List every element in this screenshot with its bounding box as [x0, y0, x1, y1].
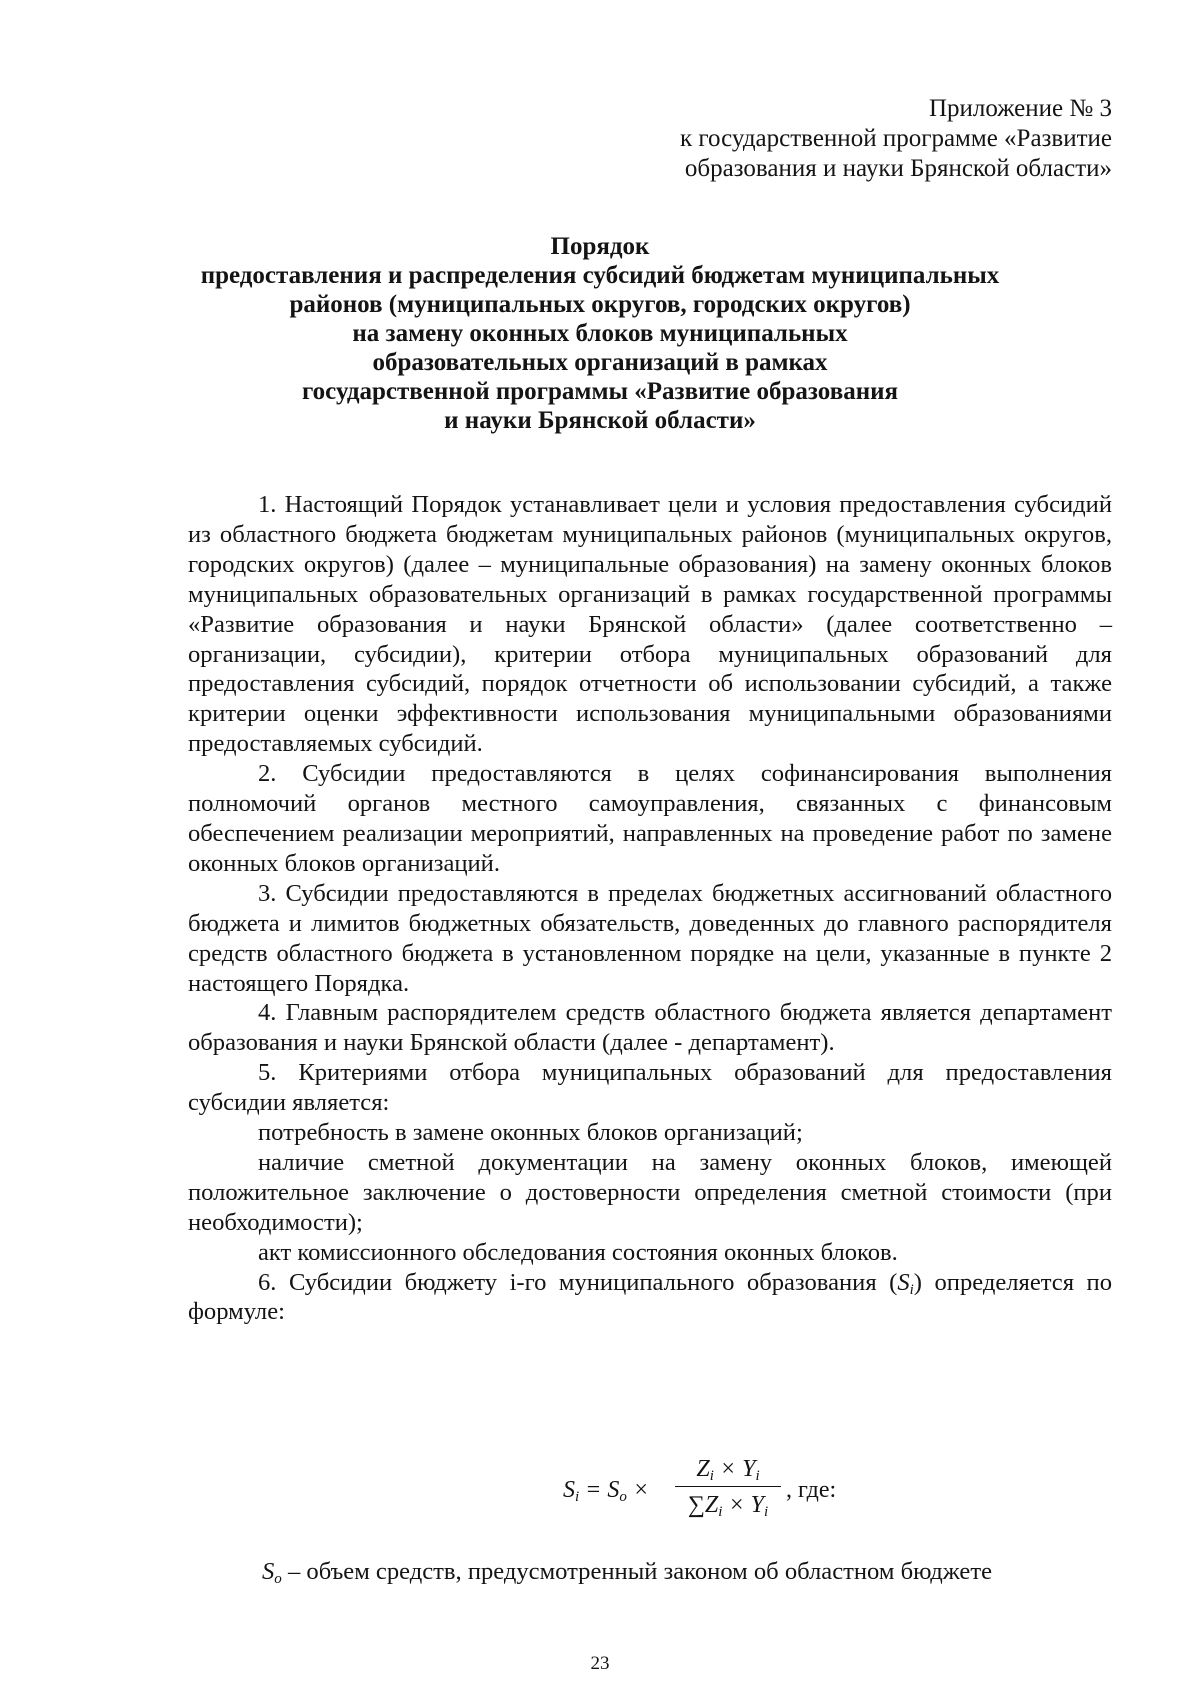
- appendix-heading: [592, 94, 1112, 184]
- paragraph-6-text: 6. Субсидии бюджету i-го муниципального образования $(S_i)$ определяется по формуле:: [188, 1268, 1112, 1326]
- definition-so: [262, 1557, 1112, 1587]
- title-line: Порядок: [550, 233, 650, 260]
- appendix-number: Приложение № 3: [928, 95, 1112, 122]
- paragraph-6: [188, 1268, 1112, 1328]
- title-line: предоставления и распределения субсидий бюджетам муниципальных: [200, 262, 1000, 289]
- document-title: [150, 232, 1050, 435]
- paragraph-3: 3. Субсидии предоставляются в пределах бюджетных ассигнований областного бюджета и лимитов бюджетных обязательств, доведенных до главного распорядителя средств областного бюджета в установленном порядке на цели, указанные в пункте 2 настоящего Порядка.: [188, 879, 1112, 997]
- criterion-2: наличие сметной документации на замену оконных блоков, имеющей положительное заключение о достоверности определения сметной стоимости (при необходимости);: [188, 1148, 1112, 1236]
- title-line: государственной программы «Развитие образования: [301, 378, 899, 405]
- paragraph-1: 1. Настоящий Порядок устанавливает цели и условия предоставления субсидий из областного бюджета бюджетам муниципальных районов (муниципальных округов, городских округов) (далее – муниципальные образования) на замену оконных блоков муниципальных образовательных организаций в рамках государственной программы «Развитие образования и науки Брянской области» (далее соответственно – организации, субсидии), критерии отбора муниципальных образований для предоставления субсидий, порядок отчетности об использовании субсидий, а также критерии оценки эффективности использования муниципальными образованиями предоставляемых субсидий.: [188, 491, 1112, 758]
- title-line: и науки Брянской области»: [444, 407, 756, 434]
- formula-lhs: $S_i = S_o$ ×: [563, 1477, 650, 1505]
- paragraph-2: 2. Субсидии предоставляются в целях софинансирования выполнения полномочий органов местного самоуправления, связанных с финансовым обеспечением реализации мероприятий, направленных на проведение работ по замене оконных блоков организаций.: [188, 760, 1112, 877]
- page-number: 23: [590, 1653, 610, 1674]
- title-line: на замену оконных блоков муниципальных: [352, 320, 848, 347]
- formula-suffix: , где:: [786, 1477, 837, 1503]
- definition-so-text: $S_o$ – объем средств, предусмотренный законом об областном бюджете: [262, 1558, 992, 1587]
- appendix-line: к государственной программе «Развитие: [680, 125, 1112, 152]
- title-line: образовательных организаций в рамках: [372, 349, 828, 376]
- document-body: [188, 490, 1112, 1327]
- paragraph-4: 4. Главным распорядителем средств областного бюджета является департамент образования и науки Брянской области (далее - департамент).: [188, 999, 1112, 1057]
- formula-denominator: $\sum Z_i \times Y_i$: [687, 1492, 769, 1520]
- criterion-1: потребность в замене оконных блоков организаций;: [258, 1119, 803, 1147]
- appendix-line: образования и науки Брянской области»: [684, 155, 1112, 182]
- paragraph-5: 5. Критериями отбора муниципальных образований для предоставления субсидии является:: [188, 1059, 1112, 1117]
- criterion-3: акт комиссионного обследования состояния оконных блоков.: [258, 1238, 898, 1266]
- formula-numerator: $Z_i \times Y_i$: [696, 1456, 760, 1484]
- title-line: районов (муниципальных округов, городских округов): [289, 291, 911, 318]
- formula-fraction: [675, 1452, 781, 1523]
